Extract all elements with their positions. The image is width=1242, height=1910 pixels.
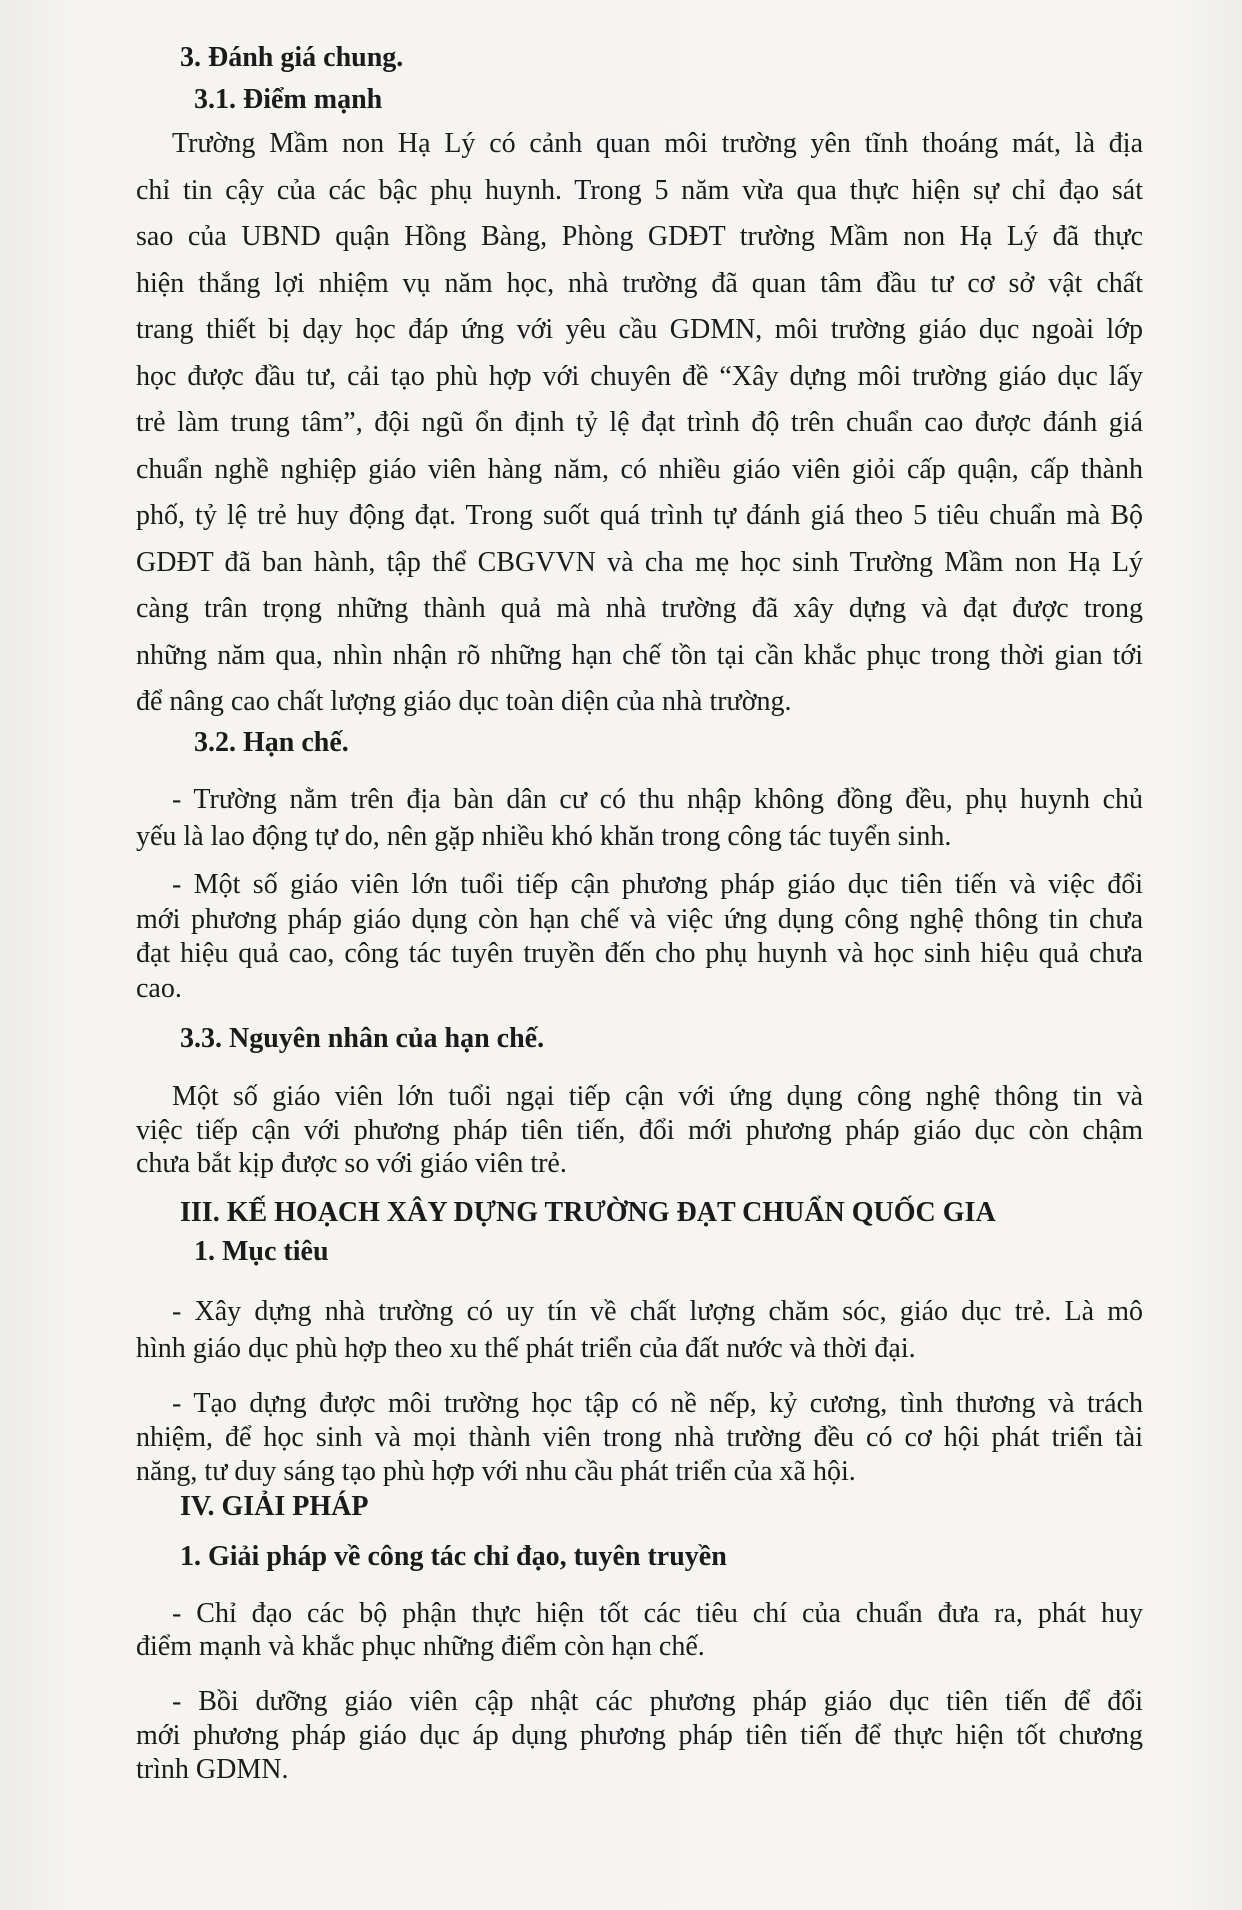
text-line: Một số giáo viên lớn tuổi ngại tiếp cận với ứng dụng công nghệ thông tin và bbox=[172, 1081, 1143, 1112]
text-line: mới phương pháp giáo dục áp dụng phương pháp tiên tiến để thực hiện tốt chương bbox=[136, 1720, 1143, 1751]
heading-nguyen-nhan: 3.3. Nguyên nhân của hạn chế. bbox=[180, 1023, 545, 1054]
text-line: sao của UBND quận Hồng Bàng, Phòng GDĐT trường Mầm non Hạ Lý đã thực bbox=[136, 221, 1143, 252]
text-line: - Trường nằm trên địa bàn dân cư có thu nhập không đồng đều, phụ huynh chủ bbox=[172, 784, 1143, 815]
text-line: để nâng cao chất lượng giáo dục toàn diện của nhà trường. bbox=[136, 686, 792, 717]
text-line: - Bồi dưỡng giáo viên cập nhật các phương pháp giáo dục tiên tiến để đổi bbox=[172, 1686, 1143, 1717]
heading-han-che: 3.2. Hạn chế. bbox=[194, 727, 349, 758]
heading-muc-tieu: 1. Mục tiêu bbox=[194, 1236, 329, 1267]
text-line: GDĐT đã ban hành, tập thể CBGVVN và cha mẹ học sinh Trường Mầm non Hạ Lý bbox=[136, 546, 1143, 578]
text-line: phố, tỷ lệ trẻ huy động đạt. Trong suốt quá trình tự đánh giá theo 5 tiêu chuẩn mà Bộ bbox=[136, 500, 1143, 531]
paragraph-muc-tieu-1 bbox=[136, 1294, 1143, 1367]
text-line: - Một số giáo viên lớn tuổi tiếp cận phương pháp giáo dục tiên tiến và việc đổi bbox=[172, 869, 1143, 900]
text-line: trình GDMN. bbox=[136, 1754, 289, 1785]
text-line: những năm qua, nhìn nhận rõ những hạn chế tồn tại cần khắc phục trong thời gian tới bbox=[136, 639, 1143, 671]
text-line: nhiệm, để học sinh và mọi thành viên trong nhà trường đều có cơ hội phát triển tài bbox=[136, 1422, 1143, 1453]
heading-danh-gia-chung: 3. Đánh giá chung. bbox=[180, 42, 404, 73]
paragraph-giai-phap-1 bbox=[136, 1597, 1143, 1663]
heading-giai-phap-chi-dao: 1. Giải pháp về công tác chỉ đạo, tuyên truyền bbox=[180, 1541, 727, 1572]
text-line: - Chỉ đạo các bộ phận thực hiện tốt các tiêu chí của chuẩn đưa ra, phát huy bbox=[172, 1598, 1143, 1629]
text-line: học được đầu tư, cải tạo phù hợp với chuyên đề “Xây dựng môi trường giáo dục lấy bbox=[136, 360, 1143, 392]
text-line: chuẩn nghề nghiệp giáo viên hàng năm, có nhiều giáo viên giỏi cấp quận, cấp thành bbox=[136, 453, 1143, 485]
text-line: điểm mạnh và khắc phục những điểm còn hạn chế. bbox=[136, 1631, 705, 1662]
text-line: chỉ tin cậy của các bậc phụ huynh. Trong 5 năm vừa qua thực hiện sự chỉ đạo sát bbox=[136, 174, 1143, 206]
text-line: - Tạo dựng được môi trường học tập có nề nếp, kỷ cương, tình thương và trách bbox=[172, 1388, 1143, 1419]
text-line: càng trân trọng những thành quả mà nhà trường đã xây dựng và đạt được trong bbox=[136, 593, 1143, 624]
heading-diem-manh: 3.1. Điểm mạnh bbox=[194, 84, 383, 115]
text-line: mới phương pháp giáo dụng còn hạn chế và việc ứng dụng công nghệ thông tin chưa bbox=[136, 903, 1143, 935]
text-line: hiện thắng lợi nhiệm vụ năm học, nhà trường đã quan tâm đầu tư cơ sở vật chất bbox=[136, 267, 1143, 299]
paragraph-han-che-2 bbox=[136, 868, 1143, 1006]
text-line: yếu là lao động tự do, nên gặp nhiều khó khăn trong công tác tuyển sinh. bbox=[136, 820, 952, 852]
text-line: việc tiếp cận với phương pháp tiên tiến, đổi mới phương pháp giáo dục còn chậm bbox=[136, 1114, 1143, 1146]
paragraph-nguyen-nhan bbox=[136, 1080, 1143, 1181]
heading-giai-phap: IV. GIẢI PHÁP bbox=[180, 1491, 369, 1522]
paragraph-muc-tieu-2 bbox=[136, 1387, 1143, 1489]
paragraph-han-che-1 bbox=[136, 782, 1143, 855]
text-line: trang thiết bị dạy học đáp ứng với yêu cầu GDMN, môi trường giáo dục ngoài lớp bbox=[136, 314, 1143, 345]
text-line: năng, tư duy sáng tạo phù hợp với nhu cầu phát triển của xã hội. bbox=[136, 1456, 856, 1487]
text-line: hình giáo dục phù hợp theo xu thế phát triển của đất nước và thời đại. bbox=[136, 1332, 916, 1364]
heading-ke-hoach: III. KẾ HOẠCH XÂY DỰNG TRƯỜNG ĐẠT CHUẨN QUỐC GIA bbox=[180, 1197, 996, 1228]
paragraph-diem-manh bbox=[136, 121, 1143, 726]
text-line: đạt hiệu quả cao, công tác tuyên truyền đến cho phụ huynh và học sinh hiệu quả chưa bbox=[136, 938, 1143, 969]
text-line: cao. bbox=[136, 972, 182, 1004]
text-line: trẻ làm trung tâm”, đội ngũ ổn định tỷ lệ đạt trình độ trên chuẩn cao được đánh giá bbox=[136, 407, 1143, 438]
text-line: Trường Mầm non Hạ Lý có cảnh quan môi trường yên tĩnh thoáng mát, là địa bbox=[172, 128, 1143, 159]
text-line: - Xây dựng nhà trường có uy tín về chất lượng chăm sóc, giáo dục trẻ. Là mô bbox=[172, 1296, 1143, 1327]
paragraph-giai-phap-2 bbox=[136, 1685, 1143, 1787]
text-line: chưa bắt kịp được so với giáo viên trẻ. bbox=[136, 1148, 567, 1179]
